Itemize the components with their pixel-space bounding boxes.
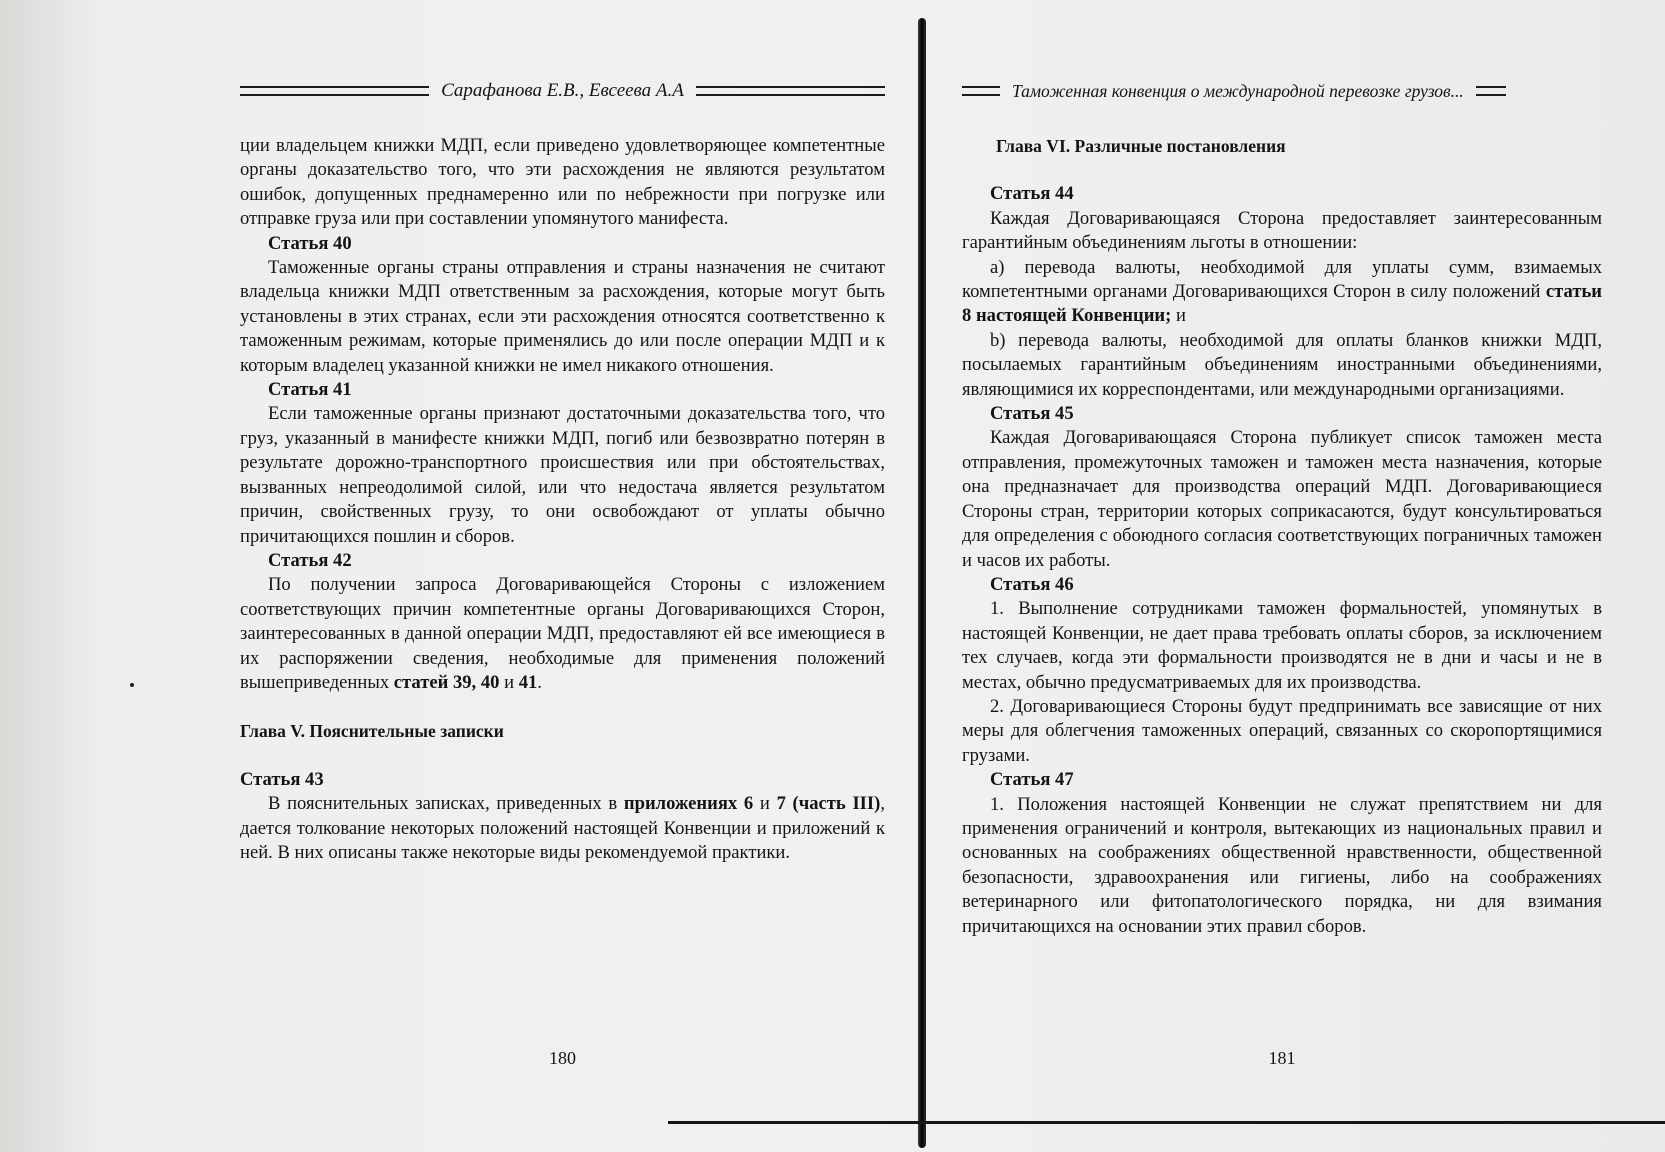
article-43-t3: , дается толкование некоторых положений настоящей Конвенции и приложений к ней. В них описаны также некоторые виды рекомендуемой практики.: [240, 793, 886, 863]
article-42-ref-b: 41: [518, 671, 538, 693]
continuation-paragraph: ции владельцем книжки МДП, если приведено удовлетворяющее компетентные органы доказательство того, что эти расхождения не являются результатом ошибок, допущенных преднамеренно или по небрежности при погрузке или отправке груза или при составлении упомянутого манифеста.: [240, 135, 885, 230]
right-page-number: 181: [1268, 1048, 1296, 1068]
article-45-text: Каждая Договаривающаяся Сторона публикует список таможен места отправления, промежуточных таможен и таможен места назначения, которые она предназначает для производства операций МДП. Договаривающиеся Стороны стран, территории которых соприкасаются, будут консультироваться для определения с обоюдного согласия соответствующих пограничных таможен и часов их работы.: [962, 427, 1602, 571]
right-page: [962, 0, 1602, 1152]
article-40-text: Таможенные органы страны отправления и страны назначения не считают владельца книжки МДП ответственным за расхождения, которые могут быть установлены в этих странах, если эти расхождения относятся соответственно к таможенным режимам, которые применялись до или после операции МДП и к которым владелец указанной книжки не имел никакого отношения.: [240, 257, 885, 376]
article-43-b2: 7 (часть III): [776, 793, 881, 815]
header-rule: [696, 86, 885, 96]
article-42-ref-end: .: [537, 671, 542, 693]
article-44-a2: и: [1171, 305, 1186, 327]
left-page: [240, 0, 885, 1152]
article-44-a-bold: статьи 8 настоящей Конвенции;: [962, 281, 1602, 327]
article-46-heading: Статья 46: [990, 573, 1074, 595]
article-44-intro: Каждая Договаривающаяся Сторона предоставляет заинтересованным гарантийным объединениям льготы в отношении:: [962, 207, 1602, 254]
left-page-number: 180: [549, 1048, 576, 1068]
article-47-heading: Статья 47: [990, 769, 1074, 791]
left-header-text: Сарафанова Е.В., Евсеева А.А: [441, 80, 684, 101]
article-42-ref-mid: и: [499, 671, 519, 693]
article-44-a1: a) перевода валюты, необходимой для уплаты сумм, взимаемых компетентными органами Договаривающихся Сторон в силу положений: [962, 256, 1602, 303]
scan-speck: [130, 683, 134, 687]
article-42-body: По получении запроса Договаривающейся Стороны с изложением соответствующих причин компетентные органы Договаривающихся Сторон, заинтересованных в данной операции МДП, предоставляют ей все имеющиеся в их распоряжении сведения, необходимые для применения положений вышеприведенных: [240, 574, 885, 693]
header-rule: [240, 86, 429, 96]
article-46-p2: 2. Договаривающиеся Стороны будут предпринимать все зависящие от них меры для облегчения таможенных операций, связанных со скоропортящимися грузами.: [962, 695, 1602, 766]
article-43-t1: В пояснительных записках, приведенных в: [268, 793, 624, 815]
article-43-t2: и: [753, 793, 777, 815]
article-44-heading: Статья 44: [990, 183, 1074, 205]
article-44-item-a: [962, 256, 1602, 329]
book-spine: [918, 18, 926, 1148]
header-rule: [962, 86, 1000, 96]
article-45-heading: Статья 45: [990, 403, 1074, 425]
header-rule: [1476, 86, 1506, 96]
left-running-header: [240, 76, 885, 106]
right-header-text: Таможенная конвенция о международной перевозке грузов...: [1012, 80, 1464, 101]
article-42-text: [240, 573, 885, 695]
article-40-heading: Статья 40: [268, 232, 352, 254]
article-44-item-b: b) перевода валюты, необходимой для оплаты бланков книжки МДП, посылаемых гарантийным объединениям иностранными объединениями, являющимися их корреспондентами, или международными организациями.: [962, 329, 1602, 400]
article-42-ref-a: статей 39, 40: [393, 671, 500, 693]
article-46-p1: 1. Выполнение сотрудниками таможен формальностей, упомянутых в настоящей Конвенции, не дает права требовать оплаты сборов, за исключением тех случаев, когда эти формальности производятся не в дни и часы и не в местах, обычно предусматриваемых для их производства.: [962, 598, 1602, 693]
article-42-heading: Статья 42: [268, 549, 352, 571]
chapter-5-heading: Глава V. Пояснительные записки: [240, 721, 504, 742]
article-41-heading: Статья 41: [268, 379, 352, 401]
article-47-p1: 1. Положения настоящей Конвенции не служат препятствием ни для применения ограничений и контроля, вытекающих из национальных правил и основанных на соображениях общественной нравственности, общественной безопасности, здравоохранения или гигиены, либо на соображениях ветеринарного или фитопатологического порядка, ни для взимания причитающихся на основании этих правил сборов.: [962, 793, 1602, 937]
article-43-heading: Статья 43: [240, 768, 324, 790]
article-43-text: [240, 792, 885, 865]
right-body-text: [962, 134, 1602, 939]
chapter-6-heading: Глава VI. Различные постановления: [996, 136, 1286, 156]
left-body-text: [240, 134, 885, 865]
article-41-text: Если таможенные органы признают достаточными доказательства того, что груз, указанный в манифесте книжки МДП, погиб или безвозвратно потерян в результате дорожно-транспортного происшествия или при обстоятельствах, вызванных непреодолимой силой, или что недостача является результатом причин, свойственных грузу, то они освобождают от уплаты обычно причитающихся пошлин и сборов.: [240, 403, 885, 547]
right-running-header: [962, 76, 1602, 106]
article-43-b1: приложениях 6: [623, 793, 754, 815]
